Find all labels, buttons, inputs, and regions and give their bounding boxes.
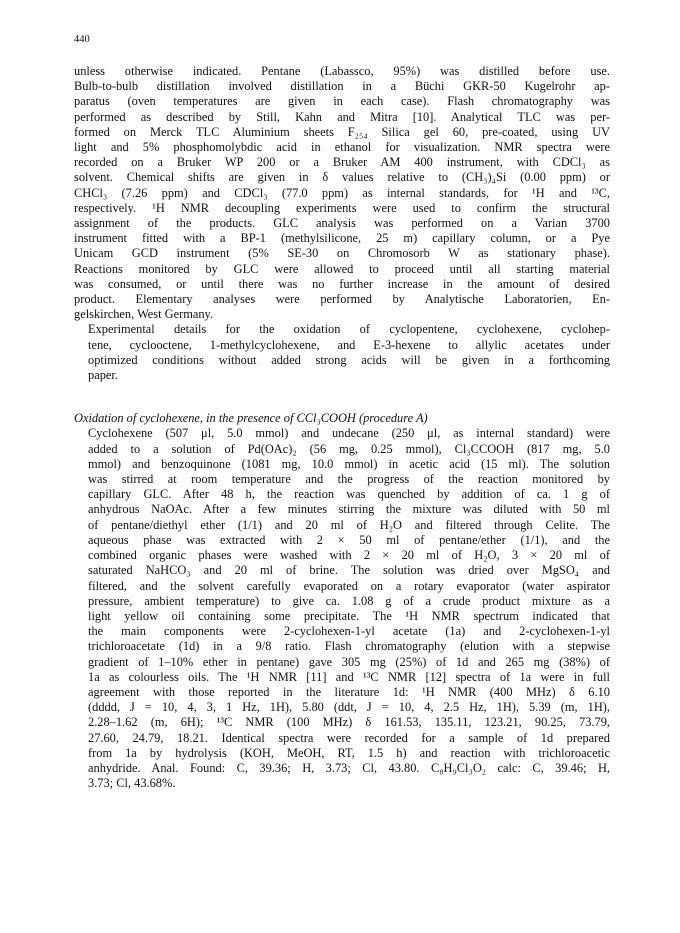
text-line: filtered, and the solvent carefully evaporated on a rotary evaporator (water aspirator [88, 578, 610, 593]
text-line: gelskirchen, West Germany. [74, 307, 214, 322]
text-line: anhydride. Anal. Found: C, 39.36; H, 3.73; Cl, 43.80. C₈H₉Cl₃O₂ calc: C, 39.46; H, [88, 760, 610, 775]
text-line: pressure, ambient temperature) to give ca. 1.08 g of a crude product mixture as a [88, 593, 610, 608]
text-line: formed on Merck TLC Aluminium sheets F₂₅₄ Silica gel 60, pre-coated, using UV [74, 124, 610, 139]
text-line: added to a solution of Pd(OAc)₂ (56 mg, 0.25 mmol), Cl₃CCOOH (817 mg, 5.0 [88, 441, 610, 456]
text-line: paper. [88, 368, 118, 383]
text-line: paratus (oven temperatures are given in each case). Flash chromatography was [74, 94, 610, 109]
text-line: trichloroacetate (1d) in a 9/8 ratio. Flash chromatography (elution with a stepwise [88, 639, 610, 654]
text-line: light and 5% phosphomolybdic acid in ethanol for visualization. NMR spectra were [74, 140, 610, 155]
text-line: light yellow oil containing some precipitate. The ¹H NMR spectrum indicated that [88, 608, 610, 623]
text-line: of pentane/diethyl ether (1/1) and 20 ml of H₂O and filtered through Celite. The [88, 517, 610, 532]
text-line: 2.28–1.62 (m, 6H); ¹³C NMR (100 MHz) δ 161.53, 135.11, 123.21, 90.25, 73.79, [88, 715, 610, 730]
text-line: aqueous phase was extracted with 2 × 50 ml of pentane/ether (1/1), and the [88, 532, 610, 547]
text-line: Unicam GCD instrument (5% SE-30 on Chromosorb W as stationary phase). [74, 246, 610, 261]
text-line: respectively. ¹H NMR decoupling experiments were used to confirm the structural [74, 200, 610, 215]
paragraph-procedure-a [74, 426, 610, 791]
text-line: product. Elementary analyses were performed by Analytische Laboratorien, En- [74, 292, 610, 307]
paragraph-experimental-note [74, 322, 610, 383]
text-line: Cyclohexene (507 μl, 5.0 mmol) and undecane (250 μl, as internal standard) were [88, 426, 610, 441]
paragraph-instrumentation [74, 64, 610, 322]
text-line: capillary GLC. After 48 h, the reaction was quenched by addition of ca. 1 g of [88, 487, 610, 502]
page-number: 440 [74, 34, 90, 45]
text-line: (dddd, J = 10, 4, 3, 1 Hz, 1H), 5.80 (ddt, J = 10, 4, 2.5 Hz, 1H), 5.39 (m, 1H), [88, 700, 610, 715]
text-line: recorded on a Bruker WP 200 or a Bruker AM 400 instrument, with CDCl₃ as [74, 155, 610, 170]
text-line: assignment of the products. GLC analysis was performed on a Varian 3700 [74, 216, 610, 231]
text-line: CHCl₃ (7.26 ppm) and CDCl₃ (77.0 ppm) as internal standards, for ¹H and ¹³C, [74, 185, 610, 200]
text-line: unless otherwise indicated. Pentane (Labassco, 95%) was distilled before use. [74, 64, 610, 78]
text-line: agreement with those reported in the literature 1d: ¹H NMR (400 MHz) δ 6.10 [88, 684, 610, 699]
text-line: instrument fitted with a BP-1 (methylsilicone, 25 m) capillary column, or a Pye [74, 231, 610, 246]
text-line: from 1a by hydrolysis (KOH, MeOH, RT, 1.5 h) and reaction with trichloroacetic [88, 745, 610, 760]
text-line: 1a as colourless oils. The ¹H NMR [11] and ¹³C NMR [12] spectra of 1a were in full [88, 669, 610, 684]
text-line: anhydrous NaOAc. After a few minutes stirring the mixture was diluted with 50 ml [88, 502, 610, 517]
text-line: tene, cyclooctene, 1-methylcyclohexene, and E-3-hexene to allylic acetates under [88, 337, 610, 352]
section-heading: Oxidation of cyclohexene, in the presence of CCl₃COOH (procedure A) [74, 411, 428, 426]
section-gap [74, 383, 610, 411]
text-line: performed as described by Still, Kahn and Mitra [10]. Analytical TLC was per- [74, 109, 610, 124]
text-line: Experimental details for the oxidation of cyclopentene, cyclohexene, cyclohep- [88, 322, 610, 337]
body-text [74, 64, 610, 791]
text-line: was stirred at room temperature and the progress of the reaction monitored by [88, 472, 610, 487]
text-line: the main components were 2-cyclohexen-1-yl acetate (1a) and 2-cyclohexen-1-yl [88, 624, 610, 639]
text-line: 3.73; Cl, 43.68%. [88, 776, 176, 791]
text-line: gradient of 1–10% ether in pentane) gave 305 mg (25%) of 1d and 265 mg (38%) of [88, 654, 610, 669]
text-line: mmol) and benzoquinone (1081 mg, 10.0 mmol) in acetic acid (15 ml). The solution [88, 456, 610, 471]
text-line: optimized conditions without added strong acids will be given in a forthcoming [88, 352, 610, 367]
text-line: Bulb-to-bulb distillation involved distillation in a Büchi GKR-50 Kugelrohr ap- [74, 79, 610, 94]
text-line: solvent. Chemical shifts are given in δ values relative to (CH₃)₄Si (0.00 ppm) or [74, 170, 610, 185]
text-line: 27.60, 24.79, 18.21. Identical spectra were recorded for a sample of 1d prepared [88, 730, 610, 745]
text-line: Reactions monitored by GLC were allowed to proceed until all starting material [74, 261, 610, 276]
text-line: was consumed, or until there was no further increase in the amount of desired [74, 276, 610, 291]
text-line: saturated NaHCO₃ and 20 ml of brine. The solution was dried over MgSO₄ and [88, 563, 610, 578]
text-line: combined organic phases were washed with 2 × 20 ml of H₂O, 3 × 20 ml of [88, 548, 610, 563]
